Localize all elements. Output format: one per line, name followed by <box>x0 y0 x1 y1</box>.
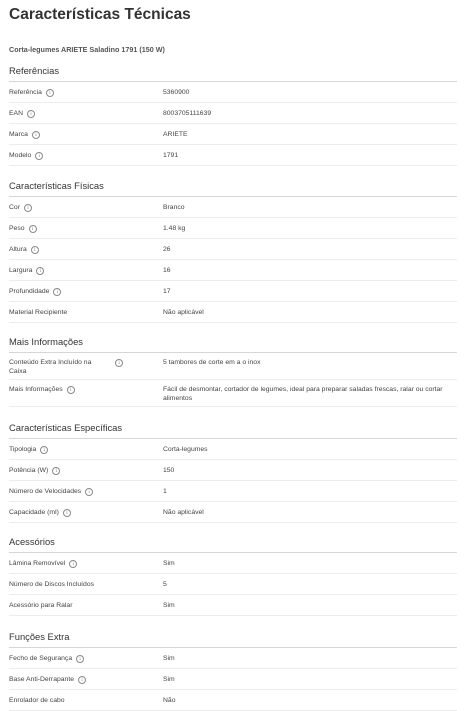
section-title: Características Físicas <box>9 179 457 197</box>
spec-value: Não <box>163 697 176 704</box>
spec-label-text: Largura <box>9 267 33 274</box>
spec-value: Fácil de desmontar, cortador de legumes, ideal para preparar saladas frescas, ralar ou cortar alimentos <box>163 386 443 402</box>
spec-label <box>9 245 163 254</box>
spec-value: 5 <box>163 581 167 588</box>
spec-label <box>9 308 163 317</box>
spec-value: 1791 <box>163 152 179 159</box>
spec-section <box>9 64 457 166</box>
spec-row <box>9 82 457 103</box>
spec-label-text: Cor <box>9 204 20 211</box>
spec-label-text: Base Anti-Derrapante <box>9 676 74 683</box>
spec-label-text: Material Recipiente <box>9 309 68 316</box>
info-icon[interactable]: i <box>27 110 35 118</box>
spec-label-text: Mais Informações <box>9 386 63 393</box>
spec-label-text: Número de Velocidades <box>9 488 82 495</box>
spec-row <box>9 502 457 523</box>
spec-label <box>9 385 163 394</box>
spec-row <box>9 218 457 239</box>
spec-value: Sim <box>163 655 175 662</box>
spec-section <box>9 335 457 407</box>
spec-section <box>9 421 457 523</box>
spec-label <box>9 559 163 568</box>
spec-section <box>9 535 457 616</box>
spec-label-text: Potência (W) <box>9 467 49 474</box>
spec-label <box>9 109 163 118</box>
spec-label-text: Conteúdo Extra Incluído na Caixa <box>9 359 92 375</box>
spec-value: Branco <box>163 204 185 211</box>
spec-value: 1 <box>163 488 167 495</box>
info-icon[interactable]: i <box>31 246 39 254</box>
spec-section <box>9 179 457 323</box>
spec-row <box>9 595 457 616</box>
section-title: Referências <box>9 64 457 82</box>
section-title: Características Específicas <box>9 421 457 439</box>
spec-label <box>9 266 163 275</box>
spec-label <box>9 224 163 233</box>
spec-label <box>9 287 163 296</box>
info-icon[interactable]: i <box>29 225 37 233</box>
spec-label-text: Capacidade (ml) <box>9 509 59 516</box>
spec-label <box>9 675 163 684</box>
section-title: Funções Extra <box>9 630 457 648</box>
spec-value: 26 <box>163 246 171 253</box>
spec-label-text: Profundidade <box>9 288 50 295</box>
info-icon[interactable]: i <box>69 560 77 568</box>
info-icon[interactable]: i <box>36 267 44 275</box>
spec-label-text: Referência <box>9 89 42 96</box>
spec-value: 5 tambores de corte em a o inox <box>163 359 261 366</box>
spec-label <box>9 601 163 610</box>
spec-row <box>9 648 457 669</box>
spec-row <box>9 103 457 124</box>
spec-label <box>9 654 163 663</box>
spec-value: Corta-legumes <box>163 446 208 453</box>
spec-label-text: EAN <box>9 110 23 117</box>
spec-label-text: Enrolador de cabo <box>9 697 65 704</box>
spec-label <box>9 358 163 376</box>
spec-row <box>9 574 457 595</box>
info-icon[interactable]: i <box>24 204 32 212</box>
spec-label-text: Altura <box>9 246 27 253</box>
spec-value: 8003705111639 <box>163 110 212 117</box>
spec-row <box>9 260 457 281</box>
spec-row <box>9 669 457 690</box>
spec-label <box>9 203 163 212</box>
info-icon[interactable]: i <box>35 152 43 160</box>
spec-label-text: Peso <box>9 225 25 232</box>
product-name: Corta-legumes ARIETE Saladino 1791 (150 W) <box>9 45 165 54</box>
spec-row <box>9 353 457 380</box>
spec-label <box>9 130 163 139</box>
spec-value: Não aplicável <box>163 309 204 316</box>
spec-label <box>9 88 163 97</box>
spec-value: 150 <box>163 467 175 474</box>
section-title: Acessórios <box>9 535 457 553</box>
spec-value: 1.48 kg <box>163 225 186 232</box>
spec-label <box>9 151 163 160</box>
spec-value: 17 <box>163 288 171 295</box>
spec-row <box>9 380 457 407</box>
info-icon[interactable]: i <box>115 359 123 367</box>
spec-row <box>9 481 457 502</box>
spec-value: 5360900 <box>163 89 190 96</box>
info-icon[interactable]: i <box>32 131 40 139</box>
spec-value: Sim <box>163 602 175 609</box>
page-title: Características Técnicas <box>9 6 191 23</box>
spec-label-text: Modelo <box>9 152 32 159</box>
info-icon[interactable]: i <box>40 446 48 454</box>
spec-label-text: Lâmina Removível <box>9 560 66 567</box>
spec-row <box>9 281 457 302</box>
spec-row <box>9 553 457 574</box>
info-icon[interactable]: i <box>67 386 75 394</box>
spec-label <box>9 466 163 475</box>
spec-row <box>9 145 457 166</box>
spec-label-text: Fecho de Segurança <box>9 655 73 662</box>
spec-value: 16 <box>163 267 171 274</box>
spec-value: ARIETE <box>163 131 188 138</box>
spec-row <box>9 124 457 145</box>
spec-value: Sim <box>163 560 175 567</box>
spec-label-text: Tipologia <box>9 446 37 453</box>
spec-value: Sim <box>163 676 175 683</box>
spec-value: Não aplicável <box>163 509 204 516</box>
info-icon[interactable]: i <box>76 655 84 663</box>
section-title: Mais Informações <box>9 335 457 353</box>
info-icon[interactable]: i <box>52 467 60 475</box>
spec-row <box>9 302 457 323</box>
spec-label <box>9 487 163 496</box>
spec-row <box>9 439 457 460</box>
spec-label <box>9 696 163 705</box>
spec-row <box>9 239 457 260</box>
spec-label-text: Número de Discos Incluídos <box>9 581 94 588</box>
spec-row <box>9 197 457 218</box>
spec-row <box>9 460 457 481</box>
spec-label-text: Acessório para Ralar <box>9 602 73 609</box>
spec-label <box>9 445 163 454</box>
spec-label-text: Marca <box>9 131 28 138</box>
info-icon[interactable]: i <box>53 288 61 296</box>
spec-label <box>9 508 163 517</box>
info-icon[interactable]: i <box>78 676 86 684</box>
info-icon[interactable]: i <box>63 509 71 517</box>
spec-label <box>9 580 163 589</box>
info-icon[interactable]: i <box>85 488 93 496</box>
info-icon[interactable]: i <box>46 89 54 97</box>
spec-row <box>9 690 457 711</box>
spec-sections <box>9 64 457 711</box>
